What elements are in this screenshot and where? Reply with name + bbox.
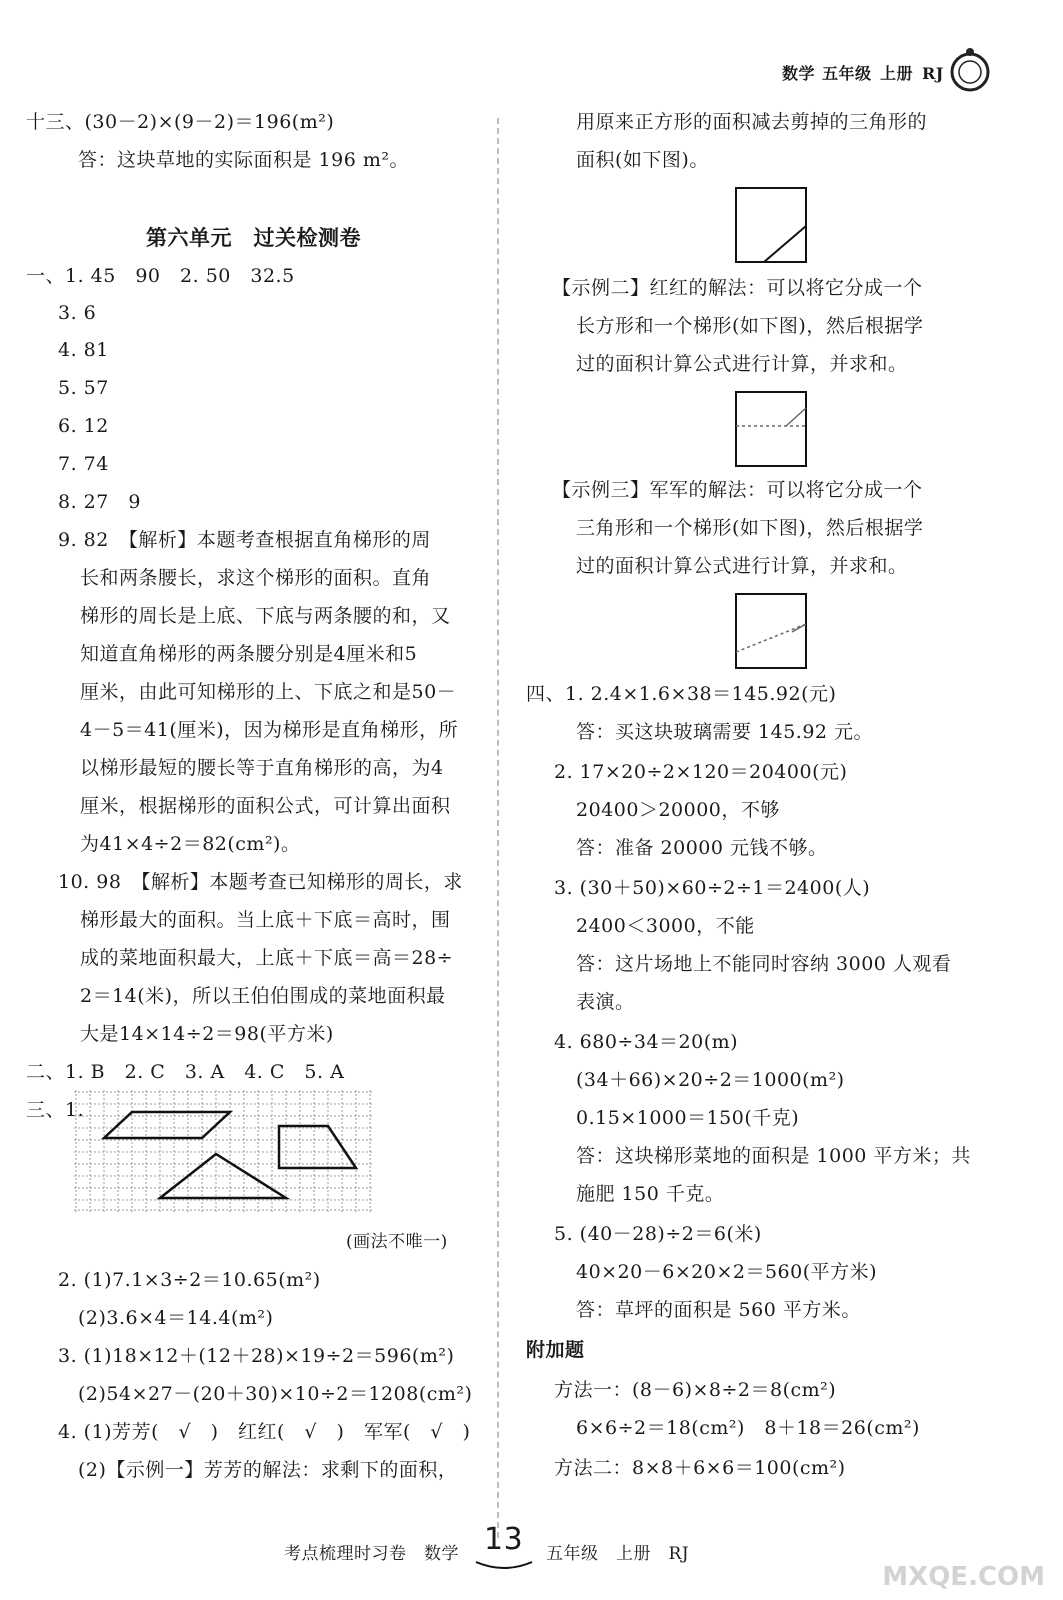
grid-drawing <box>74 1090 374 1212</box>
part1-q9-line: 厘米，由此可知梯形的上、下底之和是50－ <box>80 681 457 703</box>
part2-answers: 二、1. B 2. C 3. A 4. C 5. A <box>26 1061 345 1083</box>
part4-q5-answer: 答：草坪的面积是 560 平方米。 <box>576 1299 861 1321</box>
part3-q4-1: 4. (1)芳芳( √ ) 红红( √ ) 军军( √ ) <box>58 1421 471 1443</box>
part4-q4-fert: 0.15×1000＝150(千克) <box>576 1107 800 1129</box>
example1-line: 面积(如下图)。 <box>576 149 709 171</box>
drawing-note: (画法不唯一) <box>346 1232 448 1252</box>
square-cut-triangle-figure <box>734 186 810 266</box>
part1-q10-line: 2＝14(米)，所以王伯伯围成的菜地面积最 <box>80 985 446 1007</box>
example1-line: 用原来正方形的面积减去剪掉的三角形的 <box>576 111 928 133</box>
part1-q9: 9. 82 【解析】本题考查根据直角梯形的周 <box>58 529 431 551</box>
bonus-method1-cont: 6×6÷2＝18(cm²) 8＋18＝26(cm²) <box>576 1417 920 1439</box>
part1-q7: 7. 74 <box>58 453 109 475</box>
part1-q10-line: 大是14×14÷2＝98(平方米) <box>80 1023 334 1045</box>
header-subject: 数学 <box>782 64 816 83</box>
example2-line: 【示例二】红红的解法：可以将它分成一个 <box>552 277 923 299</box>
part1-q9-line: 4－5＝41(厘米)，因为梯形是直角梯形，所 <box>80 719 459 741</box>
footer-grade: 五年级 上册 RJ <box>546 1544 690 1564</box>
example3-line: 三角形和一个梯形(如下图)，然后根据学 <box>576 517 924 539</box>
part1-q10: 10. 98 【解析】本题考查已知梯形的周长，求 <box>58 871 463 893</box>
watermark: MXQE.COM <box>882 1562 1045 1592</box>
bonus-title: 附加题 <box>526 1339 585 1361</box>
bonus-method1: 方法一：(8－6)×8÷2＝8(cm²) <box>554 1379 837 1401</box>
part1-q9-line: 为41×4÷2＝82(cm²)。 <box>80 833 301 855</box>
part1-q8: 8. 27 9 <box>58 491 141 513</box>
triangle-trapezoid-figure <box>734 592 810 672</box>
part3-q2-1: 2. (1)7.1×3÷2＝10.65(m²) <box>58 1269 321 1291</box>
part1-q4: 4. 81 <box>58 339 109 361</box>
part3-q2-2: (2)3.6×4＝14.4(m²) <box>78 1307 274 1329</box>
part4-q5: 5. (40－28)÷2＝6(米) <box>554 1223 762 1245</box>
part4-q3-answer: 答：这片场地上不能同时容纳 3000 人观看 <box>576 953 952 975</box>
part1-q1-2: 一、1. 45 90 2. 50 32.5 <box>26 265 295 287</box>
part1-q5: 5. 57 <box>58 377 109 399</box>
publisher-logo <box>948 46 992 96</box>
part4-q4: 4. 680÷34＝20(m) <box>554 1031 739 1053</box>
part1-q9-line: 梯形的周长是上底、下底与两条腰的和，又 <box>80 605 451 627</box>
example3-line: 【示例三】军军的解法：可以将它分成一个 <box>552 479 923 501</box>
bonus-method2: 方法二：8×8＋6×6＝100(cm²) <box>554 1457 846 1479</box>
column-divider <box>497 118 499 1538</box>
page-number: 13 <box>484 1522 524 1557</box>
part1-q9-line: 长和两条腰长，求这个梯形的面积。直角 <box>80 567 432 589</box>
part4-q4-area: (34＋66)×20÷2＝1000(m²) <box>576 1069 845 1091</box>
part4-q2: 2. 17×20÷2×120＝20400(元) <box>554 761 848 783</box>
example2-line: 过的面积计算公式进行计算，并求和。 <box>576 353 908 375</box>
part1-q6: 6. 12 <box>58 415 109 437</box>
part3-q3-1: 3. (1)18×12＋(12＋28)×19÷2＝596(m²) <box>58 1345 455 1367</box>
part1-q10-line: 梯形最大的面积。当上底＋下底＝高时，围 <box>80 909 451 931</box>
part4-q2-compare: 20400＞20000，不够 <box>576 799 780 821</box>
answer-13-conclusion: 答：这块草地的实际面积是 196 m²。 <box>78 149 409 171</box>
answer-13: 十三、(30－2)×(9－2)＝196(m²) <box>26 111 335 133</box>
part4-q4-answer: 答：这块梯形菜地的面积是 1000 平方米；共 <box>576 1145 971 1167</box>
part4-q3-compare: 2400＜3000，不能 <box>576 915 755 937</box>
part4-q4-answer-cont: 施肥 150 千克。 <box>576 1183 725 1205</box>
part1-q10-line: 成的菜地面积最大，上底＋下底＝高＝28÷ <box>80 947 454 969</box>
section-title: 第六单元 过关检测卷 <box>146 225 361 250</box>
page-number-swoosh <box>474 1560 534 1572</box>
header-grade: 五年级 <box>822 64 872 83</box>
part4-q1: 四、1. 2.4×1.6×38＝145.92(元) <box>526 683 837 705</box>
part4-q3: 3. (30＋50)×60÷2÷1＝2400(人) <box>554 877 871 899</box>
part4-q1-answer: 答：买这块玻璃需要 145.92 元。 <box>576 721 874 743</box>
header-volume: 上册 <box>880 64 914 83</box>
footer-book: 考点梳理时习卷 数学 <box>284 1544 459 1564</box>
part1-q3: 3. 6 <box>58 302 97 324</box>
rectangle-trapezoid-figure <box>734 390 810 470</box>
part4-q5-calc: 40×20－6×20×2＝560(平方米) <box>576 1261 878 1283</box>
header-edition: RJ <box>922 64 944 83</box>
part4-q2-answer: 答：准备 20000 元钱不够。 <box>576 837 828 859</box>
example3-line: 过的面积计算公式进行计算，并求和。 <box>576 555 908 577</box>
trapezoid-shape <box>279 1126 356 1168</box>
part3-q1-label: 三、1. <box>26 1099 85 1121</box>
part1-q9-line: 厘米，根据梯形的面积公式，可计算出面积 <box>80 795 451 817</box>
part1-q9-line: 以梯形最短的腰长等于直角梯形的高，为4 <box>80 757 444 779</box>
part3-q3-2: (2)54×27－(20＋30)×10÷2＝1208(cm²) <box>78 1383 473 1405</box>
part1-q9-line: 知道直角梯形的两条腰分别是4厘米和5 <box>80 643 418 665</box>
part3-q4-2: (2)【示例一】芳芳的解法：求剩下的面积， <box>78 1459 458 1481</box>
example2-line: 长方形和一个梯形(如下图)，然后根据学 <box>576 315 924 337</box>
part4-q3-answer-cont: 表演。 <box>576 991 635 1013</box>
